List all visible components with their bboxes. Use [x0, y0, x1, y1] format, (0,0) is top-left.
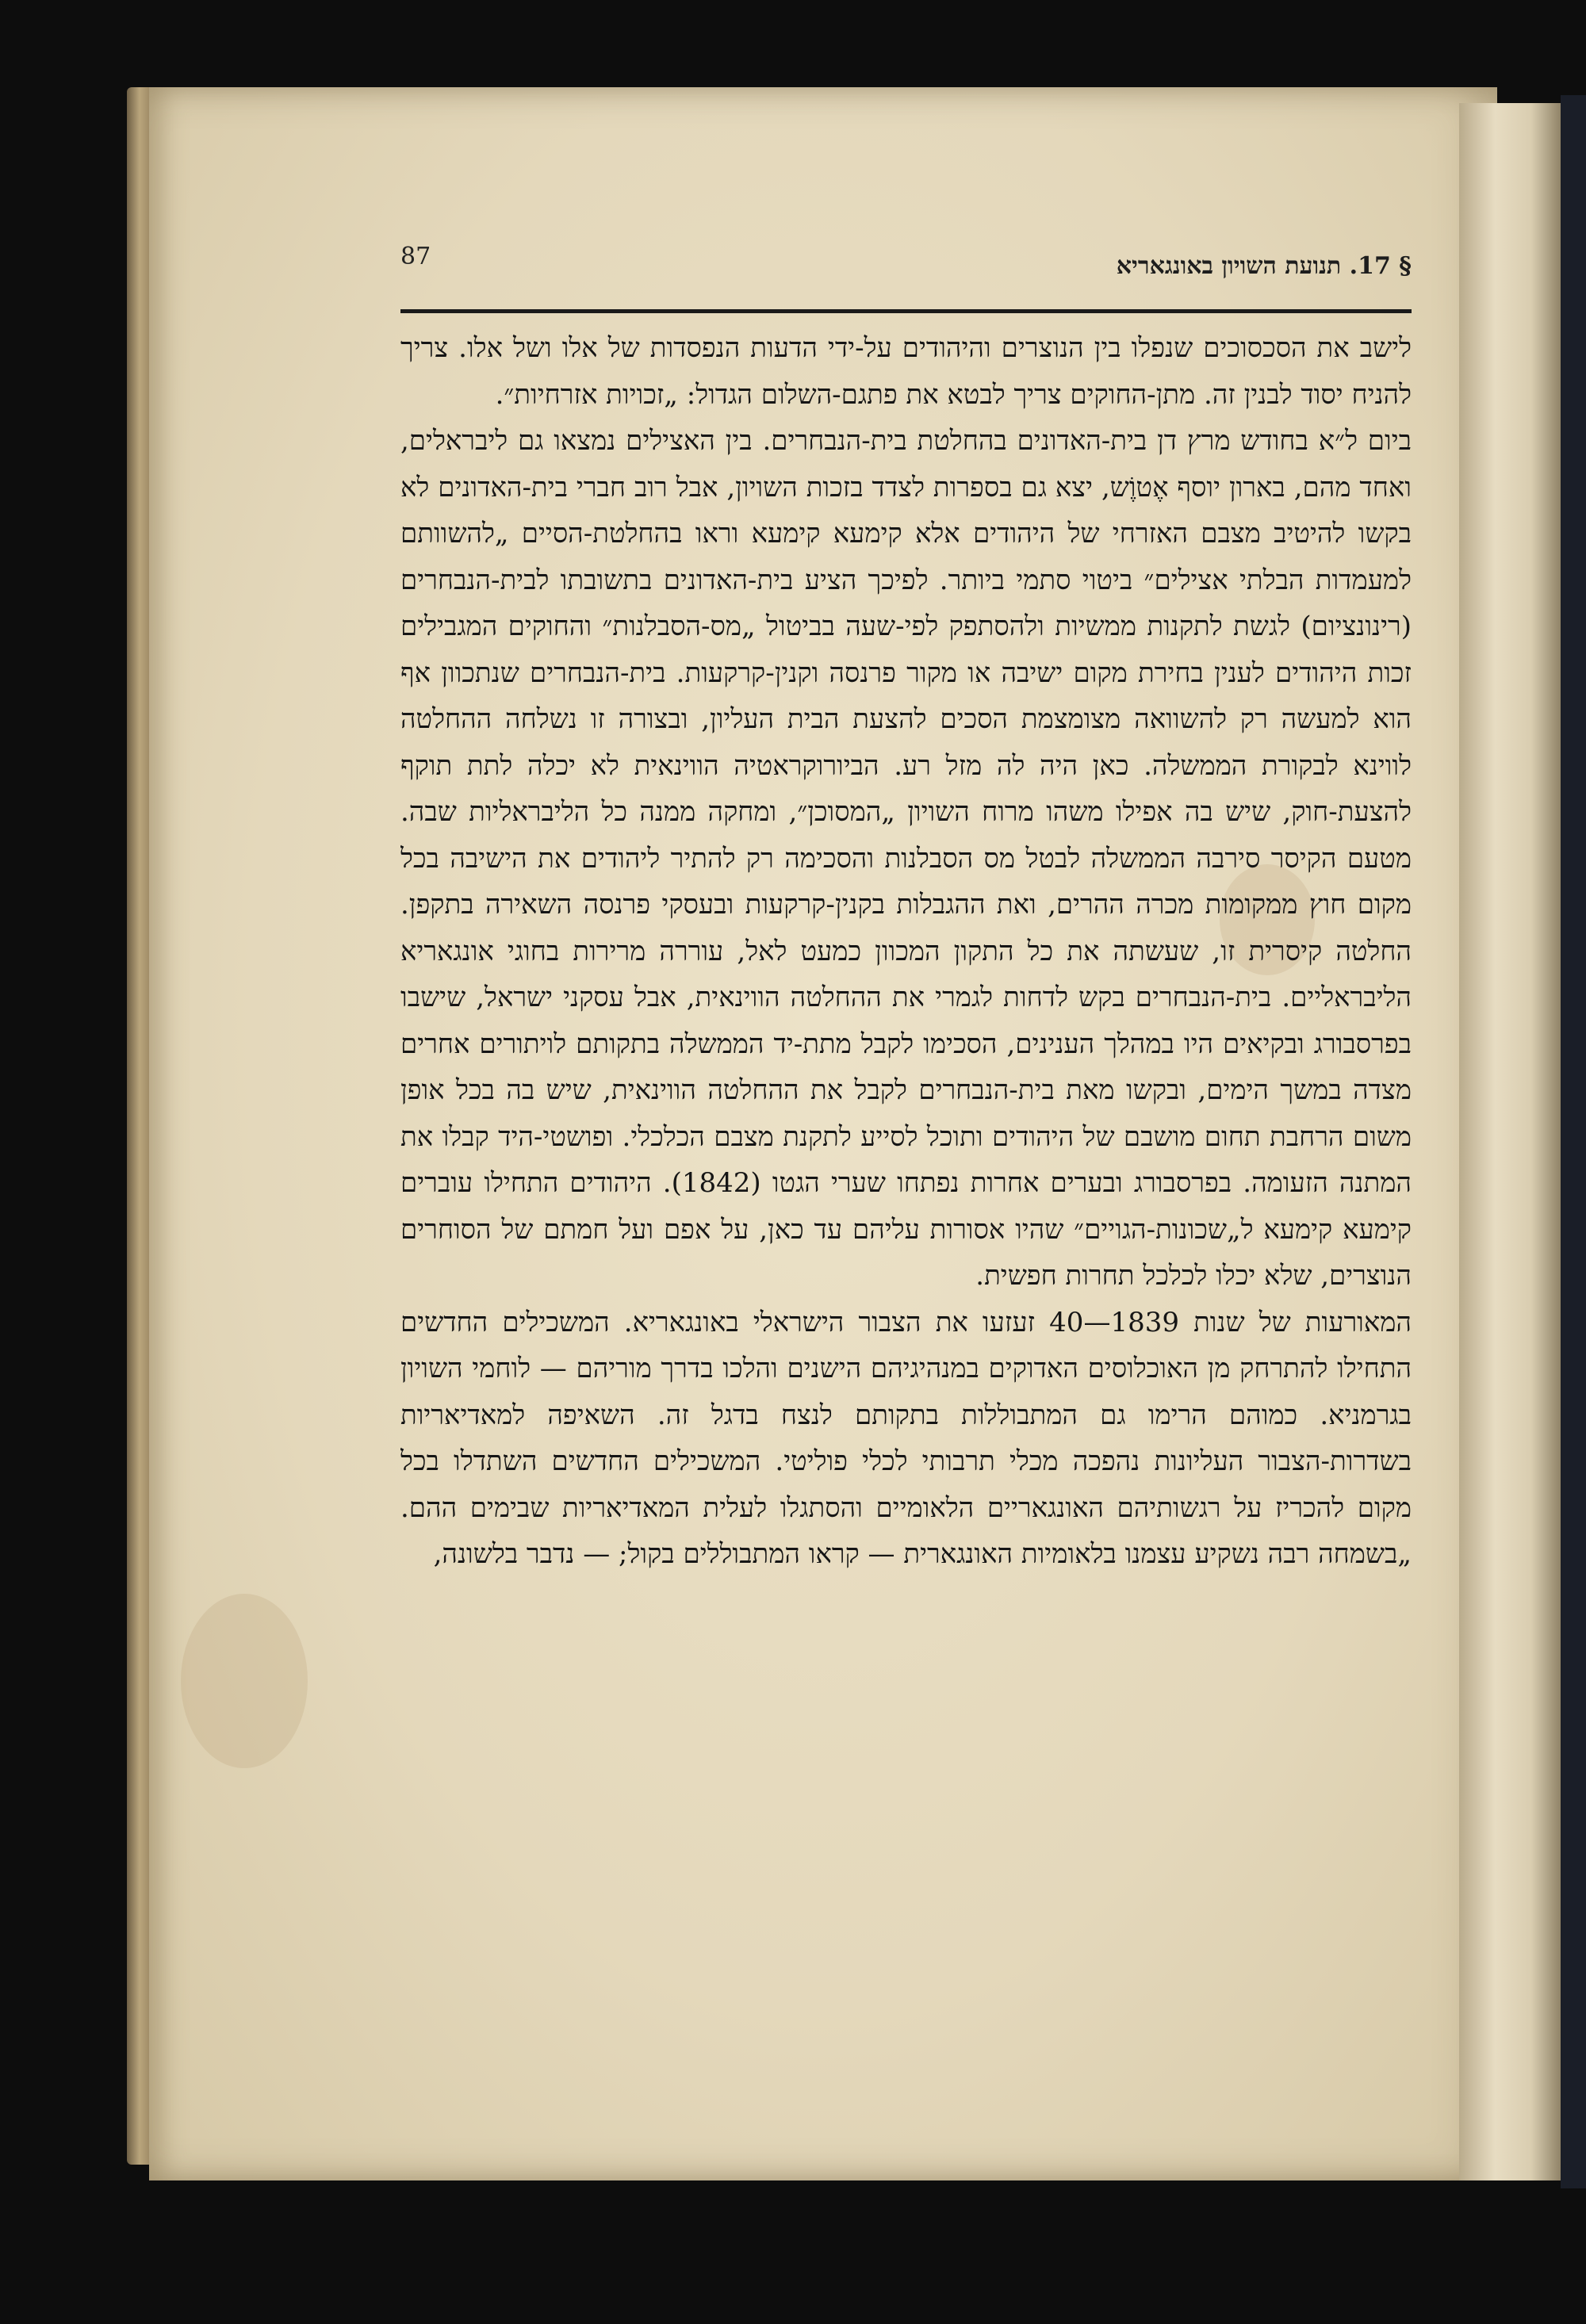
- body-text: [400, 325, 1412, 1951]
- paragraph: ביום ל״א בחודש מרץ דן בית-האדונים בהחלטת בית-הנבחרים. בין האצילים נמצאו גם ליבראלים, ואחד מהם, בארון יוסף אֶטוֶֹש, יצא גם בספרות לצדד בזכות השויון, אבל רוב חברי בית-האדונים לא בקשו להיטיב מצבם האזרחי של היהודים אלא קימעא קימעא וראו בהחלטת-הסיים „להשוותם למעמדות הבלתי אצילים״ ביטוי סתמי ביותר. לפיכך הציע בית-האדונים בתשובתו לבית-הנבחרים (רינונציום) לגשת לתקנות ממשיות ולהסתפק לפי-שעה בביטול „מס-הסבלנות״ והחוקים המגבילים זכות היהודים לענין בחירת מקום ישיבה או מקור פרנסה וקנין-קרקעות. בית-הנבחרים שנתכוון אף הוא למעשה רק להשוואה מצומצמת הסכים להצעת הבית העליון, ובצורה זו נשלחה ההחלטה לווינא לבקורת הממשלה. כאן היה לה מזל רע. הביורוקראטיה הווינאית לא יכלה לתת תוקף להצעת-חוק, שיש בה אפילו משהו מרוח השויון „המסוכן״, ומחקה ממנה כל הליבראליות שבה. מטעם הקיסר סירבה הממשלה לבטל מס הסבלנות והסכימה רק להתיר ליהודים את הישיבה בכל מקום חוץ ממקומות מכרה ההרים, ואת ההגבלות בקנין-קרקעות ובעסקי פרנסה השאירה בתקפן. החלטה קיסרית זו, שעשתה את כל התקון המכוון כמעט לאל, עוררה מרירות בחוגי אונגאריא הליבראליים. בית-הנבחרים בקש לדחות לגמרי את ההחלטה הווינאית, אבל עסקני ישראל, שישבו בפרסבורג ובקיאים היו במהלך הענינים, הסכימו לקבל מתת-יד הממשלה בתקותם לויתורים אחרים מצדה במשך הימים, ובקשו מאת בית-הנבחרים לקבל את ההחלטה הווינאית, שיש בה בכל אופן משום הרחבת תחום מושבם של היהודים ותוכל לסייע לתקנת מצבם הכלכלי. ופושטי-היד קבלו את המתנה הזעומה. בפרסבורג ובערים אחרות נפתחו שערי הגטו (1842). היהודים התחילו עוברים קימעא קימעא ל„שכונות-הגויים״ שהיו אסורות עליהם עד כאן, על אפם ועל חמתם של הסוחרים הנוצרים, שלא יכלו לכלכל תחרות חפשית.: [400, 425, 1412, 1292]
- paragraph: לישב את הסכסוכים שנפלו בין הנוצרים והיהודים על-ידי הדעות הנפסדות של אלו ושל אלו. צריך להניח יסוד לבנין זה. מתן-החוקים צריך לבטא את פתגם-השלום הגדול: „זכויות אזרחיות״.: [400, 332, 1412, 411]
- page-gutter: [1459, 103, 1562, 2180]
- running-head: § 17. תנועת השויון באונגאריא: [1116, 252, 1412, 280]
- paragraph: המאורעות של שנות 1839—40 זעזעו את הצבור הישראלי באונגאריא. המשכילים החדשים התחילו להתרחק מן האוכלוסים האדוקים במנהיגיהם הישנים והלכו בדרך מוריהם — לוחמי השויון בגרמניא. כמוהם הרימו גם המתבוללות בתקותם לנצח בדגל זה. השאיפה למאדיאריות בשדרות-הצבור העליונות נהפכה מכלי תרבותי לכלי פוליטי. המשכילים החדשים השתדלו בכל מקום להכריז על רגשותיהם האונגאריים הלאומיים והסתגלו לעלית המאדיאריות שבימים ההם. „בשמחה רבה נשקיע עצמנו בלאומיות האונגארית — קראו המתבוללים בקול; — נדבר בלשונה,: [400, 1306, 1412, 1570]
- page-header: [400, 238, 1412, 301]
- page-number: 87: [400, 243, 431, 270]
- foxing-stain: [181, 1594, 308, 1768]
- book-cover-edge: [1561, 95, 1586, 2188]
- header-rule: [400, 309, 1412, 313]
